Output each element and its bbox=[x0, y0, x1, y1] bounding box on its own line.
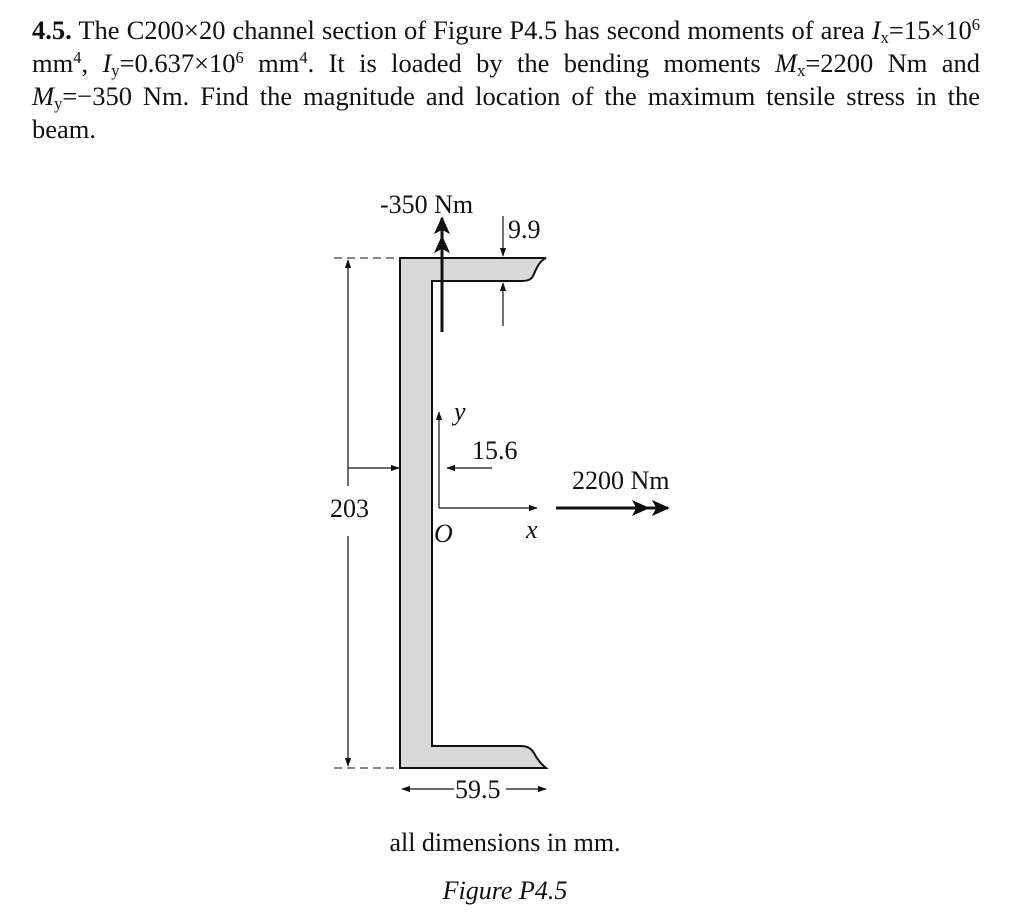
origin-label: O bbox=[434, 519, 453, 548]
problem-text-4: . Find the magnitude and location of the maximum tensile stress in the beam. bbox=[32, 81, 980, 144]
equals-sign-2: = bbox=[119, 48, 135, 78]
problem-text-3: . It is loaded by the bending moments bbox=[307, 48, 776, 78]
times-symbol: × bbox=[184, 15, 199, 45]
iy-symbol: I bbox=[102, 48, 112, 78]
ix-value: 15 bbox=[903, 15, 931, 45]
my-moment-label: -350 Nm bbox=[380, 190, 474, 219]
iy-unit: mm bbox=[243, 48, 300, 78]
mx-moment-label: 2200 Nm bbox=[572, 466, 670, 495]
problem-text-2: 20 channel section of Figure P4.5 has second moments of area bbox=[198, 15, 872, 45]
figure-caption: Figure P4.5 bbox=[442, 876, 568, 905]
equals-sign-1: = bbox=[888, 15, 904, 45]
mx-symbol: M bbox=[775, 48, 798, 78]
ix-unit: mm bbox=[32, 48, 74, 78]
flange-label: 9.9 bbox=[508, 215, 541, 244]
ix-subscript: x bbox=[880, 28, 889, 48]
y-axis-label: y bbox=[454, 397, 466, 426]
iy-subscript: y bbox=[111, 61, 120, 81]
width-label: 59.5 bbox=[455, 775, 501, 804]
iy-ten: 10 bbox=[209, 48, 236, 78]
ix-exponent: 6 bbox=[971, 14, 980, 34]
units-caption: all dimensions in mm. bbox=[389, 828, 621, 857]
height-label: 203 bbox=[330, 494, 369, 523]
ix-symbol: I bbox=[871, 15, 881, 45]
iy-unit-exponent: 4 bbox=[299, 47, 308, 67]
channel-section bbox=[400, 258, 546, 768]
iy-times: × bbox=[194, 48, 210, 78]
problem-number: 4.5. bbox=[32, 15, 72, 45]
mx-subscript: x bbox=[797, 61, 806, 81]
equals-sign-4: = bbox=[62, 81, 78, 111]
web-label: 15.6 bbox=[472, 436, 518, 465]
mx-value: 2200 Nm and bbox=[820, 48, 981, 78]
problem-text-1: The C200 bbox=[71, 15, 184, 45]
separator: , bbox=[81, 48, 103, 78]
equals-sign-3: = bbox=[805, 48, 821, 78]
iy-value: 0.637 bbox=[134, 48, 195, 78]
my-value: −350 Nm bbox=[77, 81, 183, 111]
my-symbol: M bbox=[32, 81, 55, 111]
iy-exponent: 6 bbox=[235, 47, 244, 67]
ix-ten: 10 bbox=[945, 15, 972, 45]
x-axis-label: x bbox=[526, 515, 538, 544]
ix-times: × bbox=[930, 15, 946, 45]
my-subscript: y bbox=[54, 94, 63, 114]
ix-unit-exponent: 4 bbox=[73, 47, 82, 67]
